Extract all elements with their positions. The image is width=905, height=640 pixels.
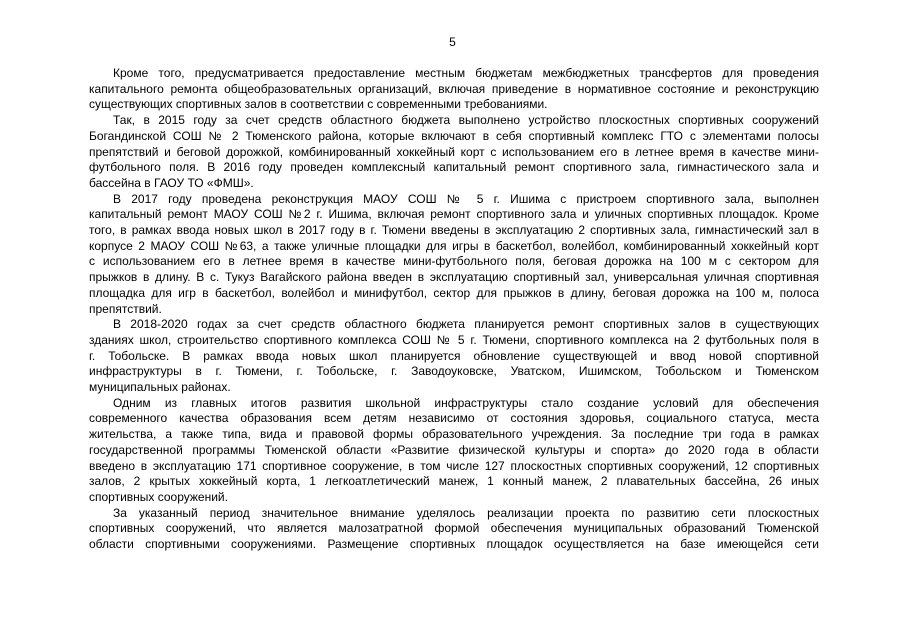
paragraph — [89, 113, 819, 192]
text-line: В 2017 году проведена реконструкция МАОУ СОШ № 5 г. Ишима с пристроем спортивного зала, выполнен — [113, 191, 819, 206]
text-line: В 2018-2020 годах за счет средств областного бюджета планируется ремонт спортивных залов в существующих — [113, 317, 819, 332]
text-line: существующих спортивных залов в соответствии с современными требованиями. — [89, 97, 548, 112]
text-line: зданиях школ, строительство спортивного комплекса СОШ № 5 г. Тюмени, спортивного комплекса на 2 футбольных поля в — [89, 332, 819, 347]
text-line: с использованием его в летнее время в качестве мини-футбольного поля, беговая дорожка на 100 м с сектором для — [89, 254, 819, 269]
text-line: Богандинской СОШ № 2 Тюменского района, которые включают в себя спортивный комплекс ГТО с элементами полосы — [89, 128, 819, 143]
text-line: капитальный ремонт МАОУ СОШ №2 г. Ишима, включая ремонт спортивного зала и уличных спортивных площадок. Кроме — [89, 207, 819, 222]
text-line: жительства, а также типа, вида и правовой формы образовательного учреждения. За последние три года в рамках — [89, 427, 819, 442]
text-line: капитального ремонта общеобразовательных организаций, включая приведение в нормативное состояние и реконструкцию — [89, 81, 819, 96]
text-line: спортивных сооружений. — [89, 489, 228, 504]
text-line: Кроме того, предусматривается предоставление местным бюджетам межбюджетных трансфертов для проведения — [113, 66, 819, 80]
text-line: площадка для игр в баскетбол, волейбол и минифутбол, сектор для прыжков в длину, беговая дорожка на 100 м, полоса — [89, 285, 819, 300]
text-line: прыжков в длину. В с. Тукуз Вагайского района введен в эксплуатацию спортивный зал, универсальная уличная спортивная — [89, 270, 819, 285]
text-line: того, в рамках ввода новых школ в 2017 году в г. Тюмени введены в эксплуатацию 2 спортивных зала, гимнастический зал в — [89, 223, 819, 238]
paragraph — [89, 66, 819, 113]
text-line: корпусе 2 МАОУ СОШ №63, а также уличные площадки для игры в баскетбол, волейбол, комбинированный хоккейный корт — [89, 238, 819, 253]
text-line: залов, 2 крытых хоккейный корта, 1 легкоатлетический манеж, 1 конный манеж, 2 плавательных бассейна, 26 иных — [89, 474, 819, 489]
text-line: За указанный период значительное внимание уделялось реализации проекта по развитию сети плоскостных — [113, 505, 819, 520]
text-line: муниципальных районах. — [89, 380, 231, 395]
document-body — [89, 66, 819, 553]
text-line: спортивных сооружений, что является малозатратной формой обеспечения муниципальных образований Тюменской — [89, 521, 819, 536]
page-number: 5 — [449, 35, 456, 49]
text-line: современного качества образования всем детям независимо от состояния здоровья, социального статуса, места — [89, 411, 819, 426]
text-line: Так, в 2015 году за счет средств областного бюджета выполнено устройство плоскостных спортивных сооружений — [113, 113, 819, 128]
text-line: инфраструктуры в г. Тюмени, г. Тобольске, г. Заводоуковске, Уватском, Ишимском, Тобольском и Тюменском — [89, 364, 819, 379]
text-line: Одним из главных итогов развития школьной инфраструктуры стало создание условий для обеспечения — [113, 395, 819, 410]
text-line: препятствий. — [89, 301, 162, 316]
text-line: футбольного поля. В 2016 году проведен комплексный капитальный ремонт спортивного зала, гимнастического зала и — [89, 160, 819, 175]
paragraph — [89, 192, 819, 318]
text-line: г. Тобольске. В рамках ввода новых школ планируется обновление существующей и ввод новой спортивной — [89, 348, 819, 363]
text-line: бассейна в ГАОУ ТО «ФМШ». — [89, 175, 254, 190]
text-line: государственной программы Тюменской области «Развитие физической культуры и спорта» до 2020 года в области — [89, 442, 819, 457]
text-line: области спортивными сооружениями. Размещение спортивных площадок осуществляется на базе имеющейся сети — [89, 537, 819, 552]
text-line: препятствий и беговой дорожкой, комбинированный хоккейный корт с использованием его в летнее время в качестве мини- — [89, 144, 819, 159]
paragraph — [89, 506, 819, 553]
paragraph — [89, 396, 819, 506]
paragraph — [89, 317, 819, 396]
text-line: введено в эксплуатацию 171 спортивное сооружение, в том числе 127 плоскостных спортивных сооружений, 12 спортивных — [89, 458, 819, 473]
